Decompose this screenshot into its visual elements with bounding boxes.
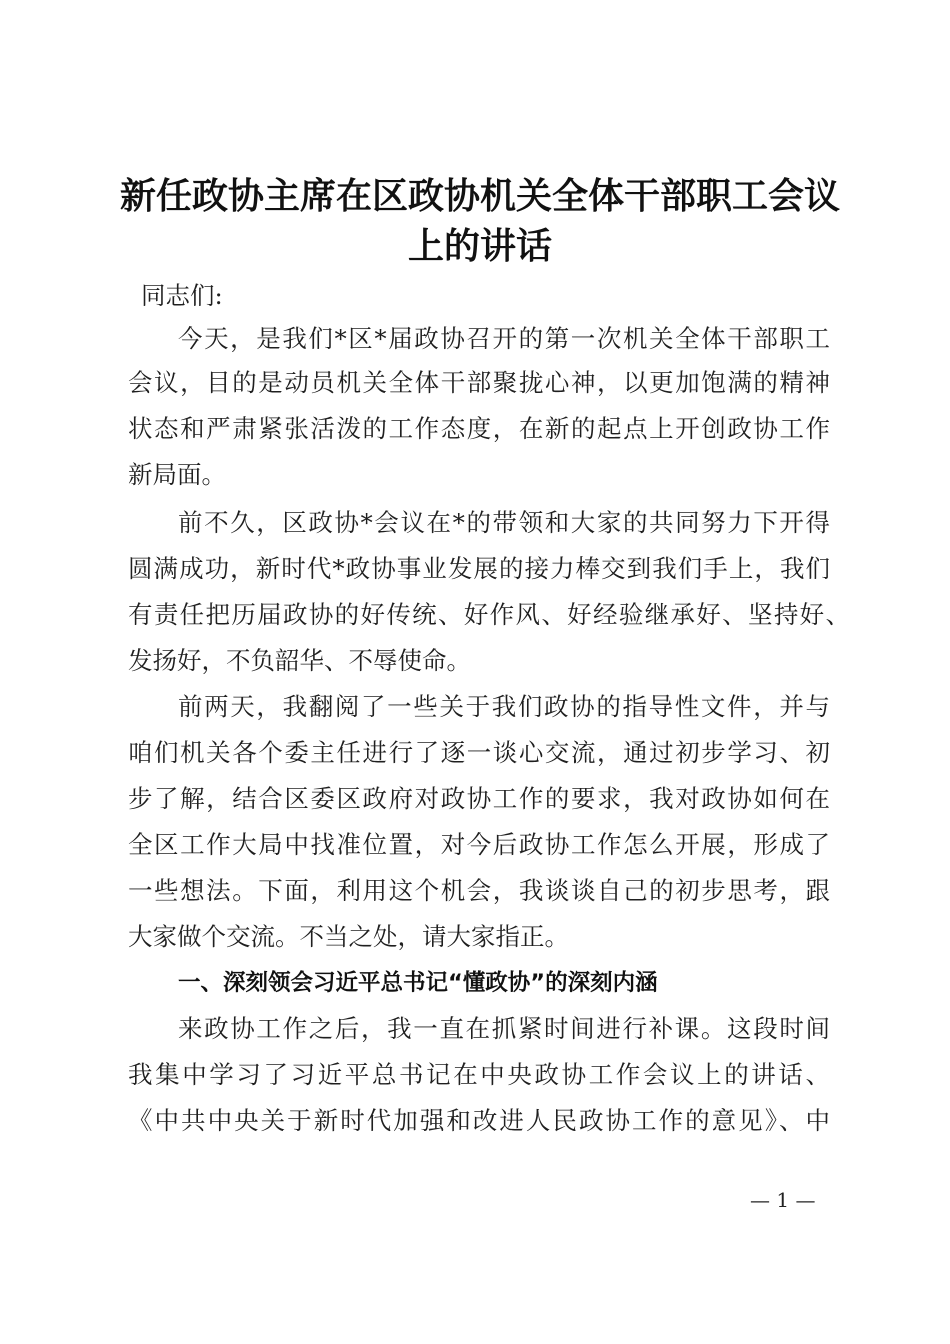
page-number: — 1 — [750,1188,816,1212]
salutation: 同志们: [141,281,223,310]
paragraph-line: 全区工作大局中找准位置，对今后政协工作怎么开展，形成了 [128,830,830,859]
paragraph-line: 前两天，我翻阅了一些关于我们政协的指导性文件，并与 [178,692,830,721]
paragraph-line: 《中共中央关于新时代加强和改进人民政协工作的意见》、中 [128,1106,830,1135]
paragraph-line: 我集中学习了习近平总书记在中央政协工作会议上的讲话、 [128,1060,830,1089]
paragraph-line: 圆满成功，新时代*政协事业发展的接力棒交到我们手上，我们 [128,554,830,583]
paragraph-line: 状态和严肃紧张活泼的工作态度，在新的起点上开创政协工作 [128,414,830,443]
paragraph-line: 一些想法。下面，利用这个机会，我谈谈自己的初步思考，跟 [128,876,830,905]
paragraph-line: 有责任把历届政协的好传统、好作风、好经验继承好、坚持好、 [128,600,850,629]
paragraph-line: 步了解，结合区委区政府对政协工作的要求，我对政协如何在 [128,784,830,813]
paragraph-line: 大家做个交流。不当之处，请大家指正。 [128,922,569,951]
paragraph-line: 前不久，区政协*会议在*的带领和大家的共同努力下开得 [178,508,830,537]
paragraph-line: 来政协工作之后，我一直在抓紧时间进行补课。这段时间 [178,1014,830,1043]
paragraph-line: 今天，是我们*区*届政协召开的第一次机关全体干部职工 [178,324,830,353]
paragraph-line: 新局面。 [128,460,226,489]
section-heading: 一、深刻领会习近平总书记“懂政协”的深刻内涵 [178,970,658,996]
paragraph-line: 发扬好，不负韶华、不辱使命。 [128,646,471,675]
document-title-line-1: 新任政协主席在区政协机关全体干部职工会议 [119,175,840,217]
paragraph-line: 咱们机关各个委主任进行了逐一谈心交流，通过初步学习、初 [128,738,830,767]
paragraph-line: 会议，目的是动员机关全体干部聚拢心神，以更加饱满的精神 [128,368,830,397]
document-title-line-2: 上的讲话 [407,225,552,267]
